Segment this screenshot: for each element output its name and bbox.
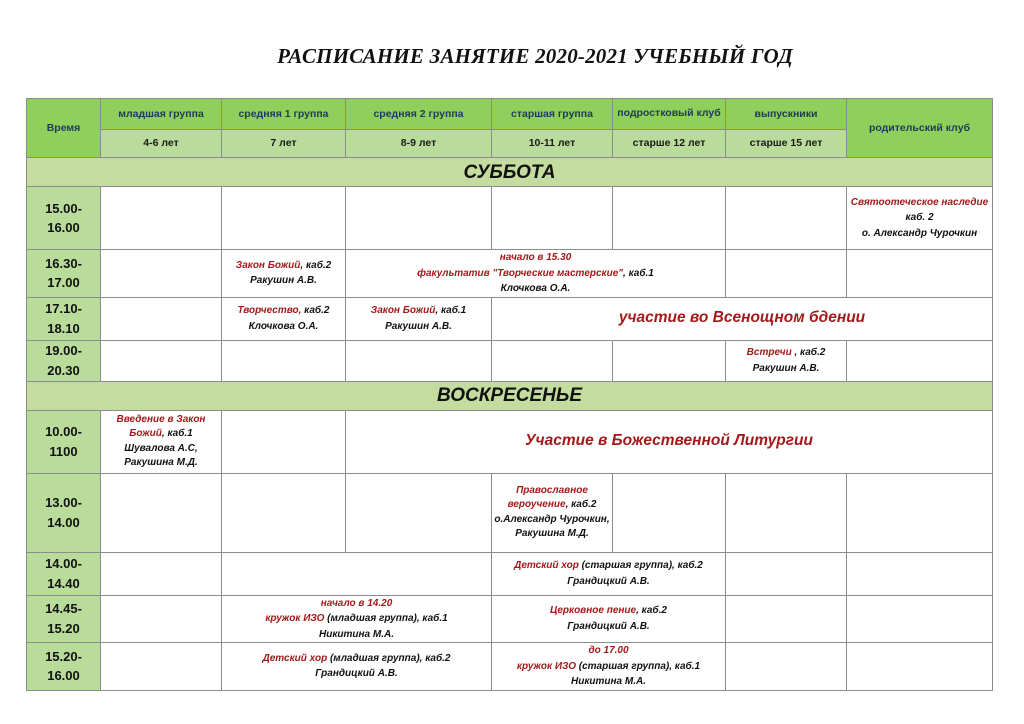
class-room: каб.2 bbox=[301, 305, 330, 316]
class-cell bbox=[346, 297, 492, 340]
day-row-sunday bbox=[27, 381, 993, 410]
class-cell bbox=[222, 643, 492, 691]
empty-cell bbox=[346, 473, 492, 552]
class-teacher: Грандицкий А.В. bbox=[315, 668, 398, 680]
empty-cell bbox=[847, 595, 993, 643]
empty-cell bbox=[101, 187, 222, 250]
class-teacher: Шувалова А.С, bbox=[124, 442, 198, 454]
empty-cell bbox=[847, 643, 993, 691]
time-cell: 16.30- 17.00 bbox=[27, 250, 101, 298]
liturgy-label: Участие в Божественной Литургии bbox=[525, 432, 813, 450]
day-row-saturday bbox=[27, 158, 993, 187]
empty-cell bbox=[847, 473, 993, 552]
class-teacher: Ракушина М.Д. bbox=[515, 528, 589, 539]
class-teacher: Ракушина М.Д. bbox=[124, 457, 198, 468]
empty-cell bbox=[726, 643, 847, 691]
empty-cell bbox=[847, 250, 993, 298]
class-teacher: Клочкова О.А. bbox=[248, 320, 319, 332]
class-room: , каб.2 bbox=[791, 347, 826, 358]
class-note: начало в 14.20 bbox=[320, 597, 393, 609]
class-teacher: о. Александр Чурочкин bbox=[861, 227, 978, 239]
table-row bbox=[27, 340, 993, 381]
header-row-groups bbox=[27, 99, 993, 130]
class-teacher: о.Александр Чурочкин, bbox=[494, 513, 610, 525]
class-subject: факультатив "Творческие мастерские" bbox=[417, 267, 624, 279]
class-teacher: Никитина М.А. bbox=[571, 676, 646, 687]
class-subject: Творчество, bbox=[237, 305, 302, 316]
header-group-teen: подростковый клуб bbox=[613, 99, 726, 130]
empty-cell bbox=[847, 552, 993, 595]
empty-cell bbox=[222, 340, 346, 381]
time-cell: 14.45- 15.20 bbox=[27, 595, 101, 643]
class-cell bbox=[222, 297, 346, 340]
age-middle2: 8-9 лет bbox=[346, 130, 492, 158]
empty-cell bbox=[101, 595, 222, 643]
table-row bbox=[27, 643, 993, 691]
table-row bbox=[27, 473, 993, 552]
class-room: , каб.2 bbox=[565, 499, 597, 510]
header-time: Время bbox=[27, 99, 101, 158]
class-room: , каб.2 bbox=[636, 605, 667, 617]
class-room: (старшая группа), каб.2 bbox=[578, 560, 703, 571]
time-cell: 15.20- 16.00 bbox=[27, 643, 101, 691]
class-cell bbox=[492, 473, 613, 552]
age-middle1: 7 лет bbox=[222, 130, 346, 158]
class-cell bbox=[847, 187, 993, 250]
table-row bbox=[27, 250, 993, 298]
empty-cell bbox=[613, 473, 726, 552]
class-room: , каб.1 bbox=[623, 267, 654, 279]
empty-cell bbox=[726, 473, 847, 552]
empty-cell bbox=[726, 552, 847, 595]
empty-cell bbox=[492, 340, 613, 381]
class-subject: Святоотеческое наследие bbox=[850, 196, 989, 208]
class-teacher: Никитина М.А. bbox=[319, 628, 394, 640]
class-subject: Церковное пение bbox=[550, 605, 637, 617]
empty-cell bbox=[613, 187, 726, 250]
class-cell bbox=[726, 340, 847, 381]
empty-cell bbox=[726, 595, 847, 643]
time-cell: 15.00- 16.00 bbox=[27, 187, 101, 250]
page-title: РАСПИСАНИЕ ЗАНЯТИЕ 2020-2021 УЧЕБНЫЙ ГОД bbox=[277, 44, 793, 68]
age-teen: старше 12 лет bbox=[613, 130, 726, 158]
day-label-sunday: ВОСКРЕСЕНЬЕ bbox=[27, 381, 993, 410]
empty-cell bbox=[101, 340, 222, 381]
class-subject: Закон Божий bbox=[370, 305, 436, 316]
header-group-graduates: выпускники bbox=[726, 99, 847, 130]
header-group-middle1: средняя 1 группа bbox=[222, 99, 346, 130]
class-note: начало в 15.30 bbox=[499, 252, 572, 263]
empty-cell bbox=[101, 297, 222, 340]
class-room: , каб.1 bbox=[161, 428, 193, 439]
class-teacher: Грандицкий А.В. bbox=[567, 575, 650, 587]
class-room: (младшая группа), каб.2 bbox=[327, 652, 451, 664]
empty-cell bbox=[346, 340, 492, 381]
class-cell bbox=[492, 595, 726, 643]
class-room: (старшая группа), каб.1 bbox=[576, 660, 701, 672]
class-room: (младшая группа), каб.1 bbox=[324, 613, 448, 624]
table-row bbox=[27, 297, 993, 340]
table-row bbox=[27, 410, 993, 473]
header-group-parents: родительский клуб bbox=[847, 99, 993, 158]
empty-cell bbox=[222, 410, 346, 473]
empty-cell bbox=[101, 552, 222, 595]
class-subject: Православное вероучение bbox=[507, 484, 588, 510]
class-teacher: Ракушин А.В. bbox=[250, 275, 317, 287]
empty-cell bbox=[492, 187, 613, 250]
schedule-table bbox=[26, 98, 993, 691]
class-cell bbox=[346, 250, 726, 298]
empty-cell bbox=[726, 187, 847, 250]
empty-cell bbox=[222, 552, 492, 595]
empty-cell bbox=[847, 340, 993, 381]
empty-cell bbox=[222, 473, 346, 552]
time-cell: 13.00- 14.00 bbox=[27, 473, 101, 552]
class-subject: Детский хор bbox=[262, 652, 328, 664]
time-cell: 17.10- 18.10 bbox=[27, 297, 101, 340]
class-subject: Введение в Закон Божий bbox=[116, 413, 206, 439]
time-cell: 10.00- 1100 bbox=[27, 410, 101, 473]
empty-cell bbox=[101, 250, 222, 298]
class-teacher: Ракушин А.В. bbox=[385, 320, 452, 332]
class-cell bbox=[492, 552, 726, 595]
class-teacher: Клочкова О.А. bbox=[500, 283, 571, 294]
liturgy-cell bbox=[346, 410, 993, 473]
class-teacher: Ракушин А.В. bbox=[752, 362, 820, 374]
empty-cell bbox=[222, 187, 346, 250]
class-room: , каб.2 bbox=[300, 259, 332, 271]
table-row bbox=[27, 187, 993, 250]
table-row bbox=[27, 552, 993, 595]
empty-cell bbox=[613, 340, 726, 381]
class-teacher: Грандицкий А.В. bbox=[567, 620, 650, 632]
class-subject: Детский хор bbox=[514, 560, 579, 571]
class-cell bbox=[101, 410, 222, 473]
class-note: до 17.00 bbox=[588, 645, 629, 656]
class-cell bbox=[492, 643, 726, 691]
table-row bbox=[27, 595, 993, 643]
empty-cell bbox=[101, 473, 222, 552]
header-group-junior: младшая группа bbox=[101, 99, 222, 130]
class-room: каб. 2 bbox=[905, 212, 934, 224]
empty-cell bbox=[346, 187, 492, 250]
time-cell: 19.00- 20.30 bbox=[27, 340, 101, 381]
class-cell bbox=[222, 250, 346, 298]
header-group-middle2: средняя 2 группа bbox=[346, 99, 492, 130]
header-group-senior: старшая группа bbox=[492, 99, 613, 130]
class-subject: кружок ИЗО bbox=[265, 613, 325, 624]
vigil-label: участие во Всенощном бдении bbox=[618, 309, 866, 327]
class-cell bbox=[222, 595, 492, 643]
class-subject: Встречи bbox=[746, 347, 792, 358]
empty-cell bbox=[726, 250, 847, 298]
age-senior: 10-11 лет bbox=[492, 130, 613, 158]
vigil-cell bbox=[492, 297, 993, 340]
age-graduates: старше 15 лет bbox=[726, 130, 847, 158]
class-room: , каб.1 bbox=[435, 305, 467, 316]
class-subject: Закон Божий bbox=[235, 259, 301, 271]
day-label-saturday: СУББОТА bbox=[27, 158, 993, 187]
empty-cell bbox=[101, 643, 222, 691]
age-junior: 4-6 лет bbox=[101, 130, 222, 158]
class-subject: кружок ИЗО bbox=[516, 660, 576, 672]
time-cell: 14.00- 14.40 bbox=[27, 552, 101, 595]
